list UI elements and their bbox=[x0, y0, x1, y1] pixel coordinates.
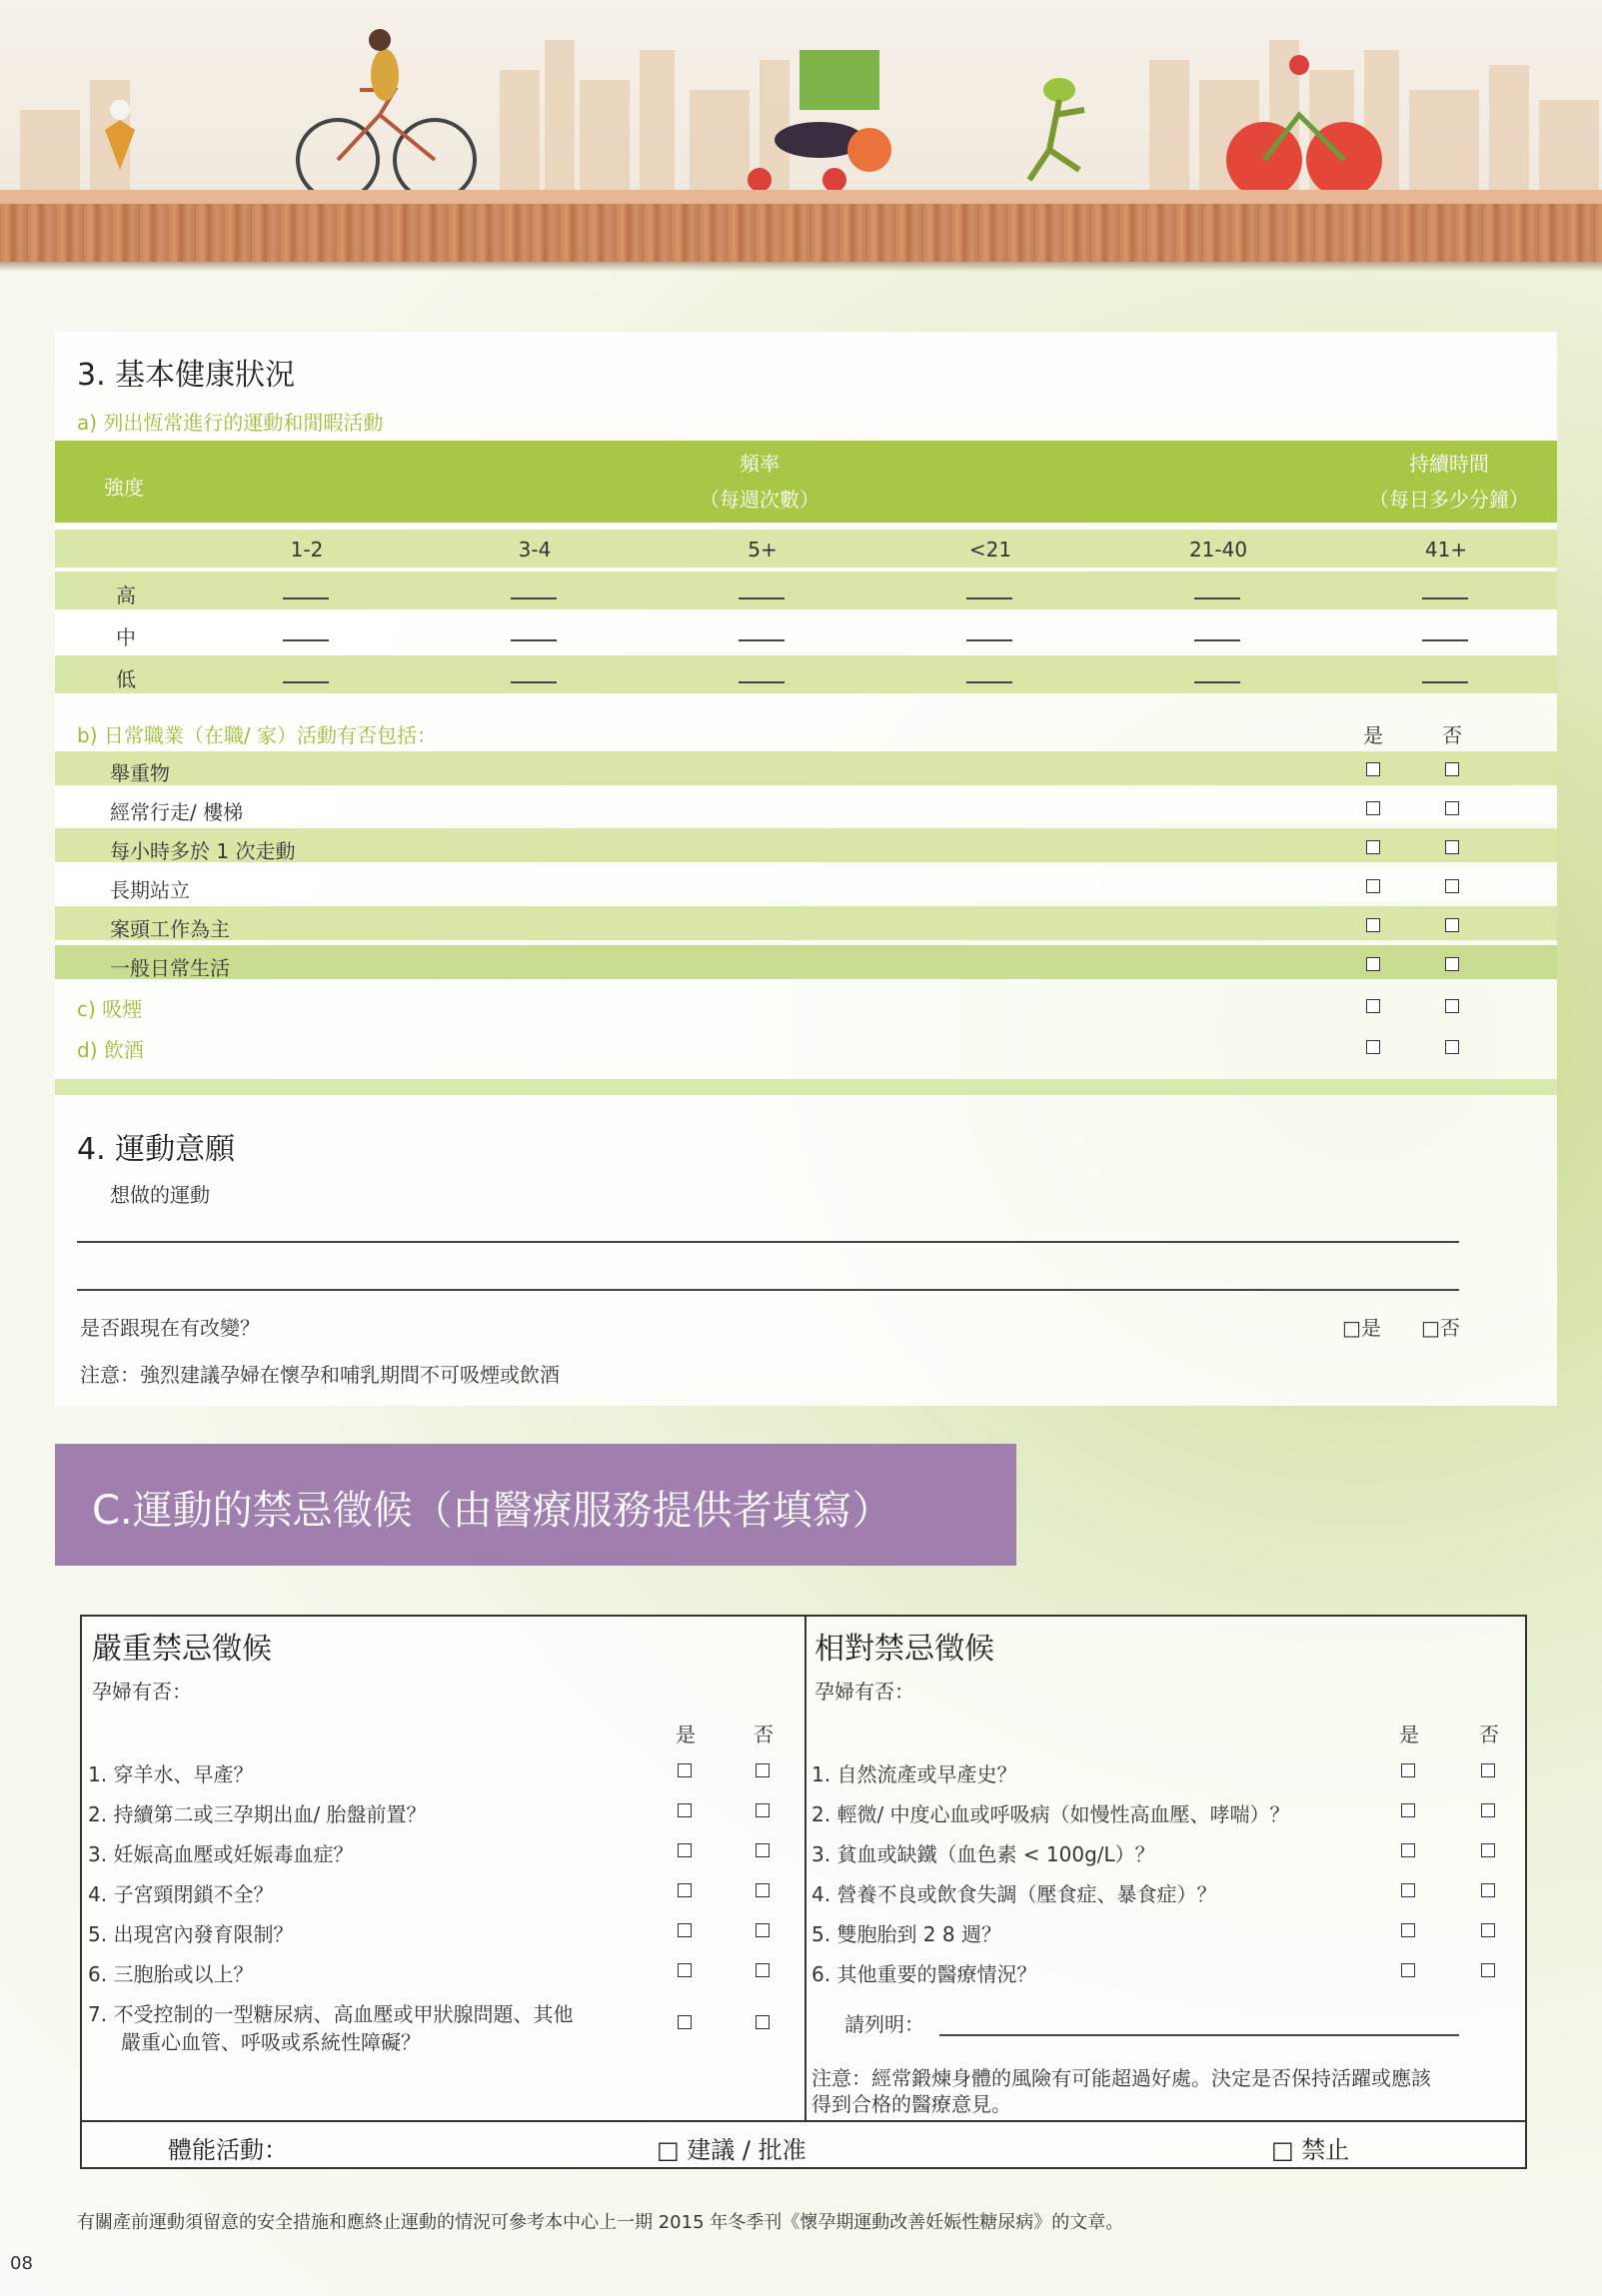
frequency-blank-field[interactable] bbox=[283, 581, 329, 603]
wanted-exercise-line[interactable] bbox=[77, 1289, 1459, 1291]
wood-shelf bbox=[0, 204, 1602, 262]
intensity-high-label: 高 bbox=[116, 583, 136, 607]
duration-blank-field[interactable] bbox=[1422, 581, 1468, 603]
relative-note-line1: 注意：經常鍛煉身體的風險有可能超過好處。決定是否保持活躍或應該 bbox=[811, 2066, 1431, 2090]
absolute-item: 6. 三胞胎或以上？ bbox=[88, 1962, 254, 1986]
activity-row-bg bbox=[55, 867, 1557, 901]
yes-header: 是 bbox=[1363, 723, 1383, 747]
no-checkbox[interactable] bbox=[1481, 1882, 1495, 1901]
smoking-yes-checkbox[interactable] bbox=[1366, 998, 1380, 1017]
activity-row-bg bbox=[55, 945, 1557, 979]
yes-checkbox[interactable] bbox=[1366, 956, 1380, 975]
yes-checkbox[interactable] bbox=[678, 2014, 692, 2033]
relative-contraindications-subtitle: 孕婦有否： bbox=[814, 1680, 914, 1704]
yes-checkbox[interactable] bbox=[1401, 1802, 1415, 1821]
running-vegetable-icon bbox=[1029, 78, 1084, 180]
drinking-no-checkbox[interactable] bbox=[1445, 1039, 1459, 1058]
section-c-title: C.運動的禁忌徵候（由醫療服務提供者填寫） bbox=[92, 1488, 892, 1534]
no-checkbox[interactable] bbox=[1445, 761, 1459, 780]
relative-contraindications-title: 相對禁忌徵候 bbox=[814, 1632, 994, 1667]
absolute-contraindications-subtitle: 孕婦有否： bbox=[92, 1680, 192, 1704]
cyclist-icon bbox=[298, 29, 475, 190]
no-checkbox[interactable] bbox=[1445, 839, 1459, 858]
duration-blank-field[interactable] bbox=[1194, 623, 1240, 645]
duration-blank-field[interactable] bbox=[966, 665, 1012, 687]
intensity-row-bg bbox=[55, 572, 1557, 609]
yes-checkbox[interactable] bbox=[1401, 1762, 1415, 1781]
no-header: 否 bbox=[1479, 1722, 1499, 1746]
duration-blank-field[interactable] bbox=[966, 623, 1012, 645]
smoking-label: c) 吸煙 bbox=[77, 997, 143, 1021]
no-checkbox[interactable] bbox=[1481, 1802, 1495, 1821]
col-label: 21-40 bbox=[1188, 538, 1248, 562]
yes-checkbox[interactable] bbox=[1366, 800, 1380, 819]
change-no-option[interactable]: □否 bbox=[1421, 1316, 1460, 1340]
activity-item-label: 經常行走/ 樓梯 bbox=[110, 800, 244, 824]
no-header: 否 bbox=[754, 1722, 774, 1746]
yes-checkbox[interactable] bbox=[1401, 1842, 1415, 1861]
duration-blank-field[interactable] bbox=[1422, 665, 1468, 687]
section3-title: 3. 基本健康狀況 bbox=[77, 358, 296, 393]
intensity-row-bg bbox=[55, 613, 1557, 651]
frequency-blank-field[interactable] bbox=[283, 665, 329, 687]
activity-row-bg bbox=[55, 906, 1557, 940]
section3a-label: a) 列出恆常進行的運動和閒暇活動 bbox=[77, 411, 384, 435]
duration-blank-field[interactable] bbox=[1194, 665, 1240, 687]
no-checkbox[interactable] bbox=[1445, 878, 1459, 897]
yes-checkbox[interactable] bbox=[678, 1962, 692, 1981]
col-label: 5+ bbox=[748, 538, 778, 562]
duration-blank-field[interactable] bbox=[1194, 581, 1240, 603]
yes-checkbox[interactable] bbox=[1366, 839, 1380, 858]
table-column-divider bbox=[804, 1615, 806, 2122]
no-checkbox[interactable] bbox=[1481, 1962, 1495, 1981]
activity-item-label: 一般日常生活 bbox=[110, 956, 230, 980]
shelf-shadow bbox=[0, 262, 1602, 272]
frequency-blank-field[interactable] bbox=[739, 581, 785, 603]
frequency-blank-field[interactable] bbox=[283, 623, 329, 645]
intensity-row-bg bbox=[55, 655, 1557, 693]
absolute-item: 3. 妊娠高血壓或妊娠毒血症？ bbox=[88, 1842, 354, 1866]
header-illustration bbox=[0, 0, 1602, 262]
frequency-blank-field[interactable] bbox=[739, 623, 785, 645]
relative-item: 1. 自然流產或早產史？ bbox=[811, 1762, 1017, 1786]
frequency-subheader: （每週次數） bbox=[700, 488, 819, 512]
yes-checkbox[interactable] bbox=[1366, 761, 1380, 780]
smoking-drinking-note: 注意：強烈建議孕婦在懷孕和哺乳期間不可吸煙或飲酒 bbox=[80, 1363, 560, 1387]
drinking-yes-checkbox[interactable] bbox=[1366, 1039, 1380, 1058]
relative-note-line2: 得到合格的醫療意見。 bbox=[811, 2092, 1011, 2116]
city-skyline-illustration bbox=[0, 20, 1602, 190]
specify-input-line[interactable] bbox=[939, 2034, 1459, 2036]
no-checkbox[interactable] bbox=[1481, 1762, 1495, 1781]
intensity-header: 強度 bbox=[104, 476, 144, 500]
relative-item: 2. 輕微/ 中度心血或呼吸病（如慢性高血壓、哮喘）？ bbox=[811, 1802, 1290, 1826]
no-checkbox[interactable] bbox=[756, 1962, 770, 1981]
absolute-item: 7. 不受控制的一型糖尿病、高血壓或甲狀腺問題、其他 bbox=[88, 2002, 574, 2026]
wood-shelf-edge bbox=[0, 190, 1602, 204]
no-checkbox[interactable] bbox=[1481, 1842, 1495, 1861]
duration-blank-field[interactable] bbox=[1422, 623, 1468, 645]
no-checkbox[interactable] bbox=[756, 1882, 770, 1901]
frequency-blank-field[interactable] bbox=[511, 665, 557, 687]
yes-checkbox[interactable] bbox=[678, 1882, 692, 1901]
physical-activity-label: 體能活動： bbox=[168, 2136, 288, 2164]
table-footer-divider bbox=[80, 2120, 1527, 2122]
relative-item: 3. 貧血或缺鐵（血色素 < 100g/L）？ bbox=[811, 1842, 1155, 1866]
drinking-label: d) 飲酒 bbox=[77, 1038, 144, 1062]
no-checkbox[interactable] bbox=[1445, 956, 1459, 975]
approve-option[interactable]: □ 建議 / 批准 bbox=[657, 2136, 806, 2164]
wanted-exercise-label: 想做的運動 bbox=[110, 1183, 210, 1207]
section3b-label: b) 日常職業（在職/ 家）活動有否包括： bbox=[77, 723, 437, 747]
no-checkbox[interactable] bbox=[756, 1802, 770, 1821]
activity-item-label: 舉重物 bbox=[110, 761, 170, 785]
no-checkbox[interactable] bbox=[1481, 1922, 1495, 1941]
no-checkbox[interactable] bbox=[756, 1762, 770, 1781]
specify-label: 請列明： bbox=[844, 2012, 924, 2036]
frequency-blank-field[interactable] bbox=[511, 623, 557, 645]
yes-checkbox[interactable] bbox=[678, 1922, 692, 1941]
intensity-low-label: 低 bbox=[116, 667, 136, 691]
absolute-item-continued: 嚴重心血管、呼吸或系統性障礙？ bbox=[121, 2030, 421, 2054]
no-checkbox[interactable] bbox=[756, 1842, 770, 1861]
page-number: 08 bbox=[10, 2253, 33, 2274]
no-checkbox[interactable] bbox=[1445, 917, 1459, 936]
no-header: 否 bbox=[1442, 723, 1462, 747]
frequency-blank-field[interactable] bbox=[739, 665, 785, 687]
duration-subheader: （每日多少分鐘） bbox=[1369, 488, 1529, 512]
relative-item: 5. 雙胞胎到 2 8 週？ bbox=[811, 1922, 1001, 1946]
col-label: 41+ bbox=[1424, 538, 1468, 562]
yes-checkbox[interactable] bbox=[678, 1842, 692, 1861]
yes-checkbox[interactable] bbox=[1401, 1882, 1415, 1901]
frequency-header: 頻率 bbox=[740, 452, 780, 476]
wanted-exercise-line[interactable] bbox=[77, 1241, 1459, 1243]
activity-item-label: 每小時多於 1 次走動 bbox=[110, 839, 296, 863]
section-divider bbox=[55, 1079, 1557, 1095]
yes-checkbox[interactable] bbox=[1401, 1962, 1415, 1981]
activity-row-bg bbox=[55, 789, 1557, 823]
activity-item-label: 長期站立 bbox=[110, 878, 190, 902]
no-checkbox[interactable] bbox=[756, 2014, 770, 2033]
frequency-blank-field[interactable] bbox=[511, 581, 557, 603]
relative-item: 4. 營養不良或飲食失調（壓食症、暴食症）？ bbox=[811, 1882, 1217, 1906]
absolute-item: 4. 子宮頸閉鎖不全？ bbox=[88, 1882, 274, 1906]
duration-blank-field[interactable] bbox=[966, 581, 1012, 603]
smoking-no-checkbox[interactable] bbox=[1445, 998, 1459, 1017]
col-label: 1-2 bbox=[290, 538, 324, 562]
absolute-item: 2. 持續第二或三孕期出血/ 胎盤前置？ bbox=[88, 1802, 427, 1826]
absolute-item: 1. 穿羊水、早產？ bbox=[88, 1762, 254, 1786]
footer-reference-note: 有關產前運動須留意的安全措施和應終止運動的情況可參考本中心上一期 2015 年冬季刊《懷孕期運動改善妊娠性糖尿病》的文章。 bbox=[77, 2212, 1124, 2233]
absolute-item: 5. 出現宮內發育限制？ bbox=[88, 1922, 294, 1946]
yes-checkbox[interactable] bbox=[678, 1762, 692, 1781]
forbid-option[interactable]: □ 禁止 bbox=[1271, 2136, 1350, 2164]
no-checkbox[interactable] bbox=[1445, 800, 1459, 819]
yes-checkbox[interactable] bbox=[1366, 917, 1380, 936]
activity-row-bg bbox=[55, 751, 1557, 785]
yes-checkbox[interactable] bbox=[1366, 878, 1380, 897]
no-checkbox[interactable] bbox=[756, 1922, 770, 1941]
yes-checkbox[interactable] bbox=[678, 1802, 692, 1821]
activity-item-label: 案頭工作為主 bbox=[110, 917, 230, 941]
yes-checkbox[interactable] bbox=[1401, 1922, 1415, 1941]
change-yes-option[interactable]: □是 bbox=[1342, 1316, 1381, 1340]
change-question: 是否跟現在有改變？ bbox=[80, 1316, 260, 1340]
duration-header: 持續時間 bbox=[1409, 452, 1489, 476]
intensity-medium-label: 中 bbox=[116, 625, 136, 649]
section4-title: 4. 運動意願 bbox=[77, 1132, 236, 1167]
col-label: 3-4 bbox=[518, 538, 552, 562]
yes-header: 是 bbox=[1399, 1722, 1419, 1746]
relative-item: 6. 其他重要的醫療情況？ bbox=[811, 1962, 1037, 1986]
absolute-contraindications-title: 嚴重禁忌徵候 bbox=[92, 1632, 272, 1667]
yes-header: 是 bbox=[676, 1722, 696, 1746]
col-label: <21 bbox=[968, 538, 1012, 562]
